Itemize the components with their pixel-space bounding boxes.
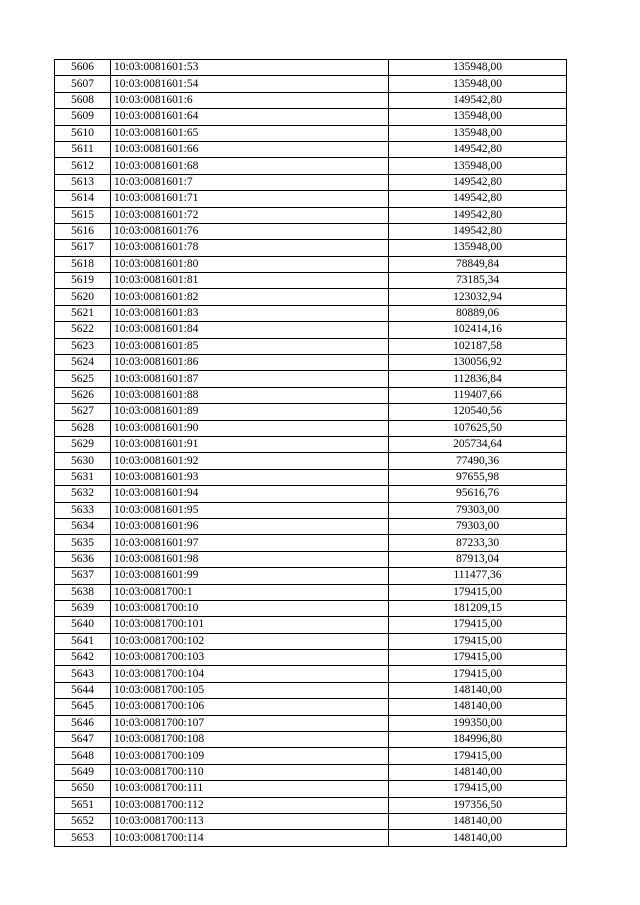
row-number: 5612	[55, 158, 111, 174]
table-row	[55, 666, 567, 682]
amount-value: 95616,76	[389, 486, 567, 502]
cadastral-number: 10:03:0081601:84	[111, 322, 389, 338]
row-number: 5632	[55, 486, 111, 502]
row-number: 5606	[55, 60, 111, 76]
amount-value: 184996,80	[389, 732, 567, 748]
row-number: 5614	[55, 191, 111, 207]
cadastral-number: 10:03:0081700:107	[111, 715, 389, 731]
table-row	[55, 404, 567, 420]
cadastral-number: 10:03:0081601:66	[111, 141, 389, 157]
cadastral-number: 10:03:0081700:113	[111, 813, 389, 829]
row-number: 5646	[55, 715, 111, 731]
row-number: 5640	[55, 617, 111, 633]
row-number: 5610	[55, 125, 111, 141]
table-row	[55, 207, 567, 223]
cadastral-number: 10:03:0081700:101	[111, 617, 389, 633]
table-row	[55, 469, 567, 485]
row-number: 5652	[55, 813, 111, 829]
table-row	[55, 109, 567, 125]
cadastral-number: 10:03:0081601:95	[111, 502, 389, 518]
amount-value: 148140,00	[389, 699, 567, 715]
cadastral-number: 10:03:0081601:96	[111, 518, 389, 534]
row-number: 5611	[55, 141, 111, 157]
cadastral-number: 10:03:0081601:83	[111, 305, 389, 321]
cadastral-number: 10:03:0081601:97	[111, 535, 389, 551]
table-row	[55, 453, 567, 469]
cadastral-number: 10:03:0081700:109	[111, 748, 389, 764]
table-row	[55, 830, 567, 846]
amount-value: 102414,16	[389, 322, 567, 338]
amount-value: 149542,80	[389, 141, 567, 157]
table-row	[55, 650, 567, 666]
amount-value: 179415,00	[389, 584, 567, 600]
cadastral-number: 10:03:0081700:1	[111, 584, 389, 600]
table-row	[55, 420, 567, 436]
amount-value: 119407,66	[389, 387, 567, 403]
cadastral-number: 10:03:0081700:104	[111, 666, 389, 682]
table-row	[55, 387, 567, 403]
amount-value: 73185,34	[389, 273, 567, 289]
cadastral-number: 10:03:0081601:64	[111, 109, 389, 125]
amount-value: 148140,00	[389, 830, 567, 846]
table-row	[55, 781, 567, 797]
data-table	[54, 59, 567, 847]
amount-value: 111477,36	[389, 568, 567, 584]
row-number: 5629	[55, 436, 111, 452]
table-row	[55, 748, 567, 764]
table-row	[55, 76, 567, 92]
cadastral-number: 10:03:0081601:99	[111, 568, 389, 584]
row-number: 5619	[55, 273, 111, 289]
amount-value: 205734,64	[389, 436, 567, 452]
table-row	[55, 813, 567, 829]
amount-value: 135948,00	[389, 109, 567, 125]
amount-value: 179415,00	[389, 748, 567, 764]
cadastral-number: 10:03:0081700:106	[111, 699, 389, 715]
cadastral-number: 10:03:0081700:10	[111, 600, 389, 616]
table-row	[55, 584, 567, 600]
cadastral-number: 10:03:0081601:94	[111, 486, 389, 502]
row-number: 5613	[55, 174, 111, 190]
row-number: 5627	[55, 404, 111, 420]
amount-value: 123032,94	[389, 289, 567, 305]
cadastral-number: 10:03:0081601:54	[111, 76, 389, 92]
row-number: 5630	[55, 453, 111, 469]
amount-value: 97655,98	[389, 469, 567, 485]
row-number: 5617	[55, 240, 111, 256]
amount-value: 179415,00	[389, 781, 567, 797]
table-body	[55, 60, 567, 847]
table-row	[55, 240, 567, 256]
amount-value: 135948,00	[389, 125, 567, 141]
cadastral-number: 10:03:0081601:85	[111, 338, 389, 354]
cadastral-number: 10:03:0081601:82	[111, 289, 389, 305]
cadastral-number: 10:03:0081700:114	[111, 830, 389, 846]
amount-value: 149542,80	[389, 92, 567, 108]
table-row	[55, 60, 567, 76]
cadastral-number: 10:03:0081700:103	[111, 650, 389, 666]
row-number: 5650	[55, 781, 111, 797]
amount-value: 149542,80	[389, 207, 567, 223]
table-row	[55, 797, 567, 813]
cadastral-number: 10:03:0081601:88	[111, 387, 389, 403]
table-row	[55, 289, 567, 305]
row-number: 5618	[55, 256, 111, 272]
cadastral-number: 10:03:0081601:68	[111, 158, 389, 174]
row-number: 5616	[55, 223, 111, 239]
cadastral-number: 10:03:0081601:81	[111, 273, 389, 289]
cadastral-number: 10:03:0081601:80	[111, 256, 389, 272]
row-number: 5644	[55, 682, 111, 698]
row-number: 5634	[55, 518, 111, 534]
row-number: 5648	[55, 748, 111, 764]
amount-value: 87233,30	[389, 535, 567, 551]
table-row	[55, 223, 567, 239]
row-number: 5608	[55, 92, 111, 108]
cadastral-number: 10:03:0081601:98	[111, 551, 389, 567]
table-row	[55, 633, 567, 649]
cadastral-number: 10:03:0081700:108	[111, 732, 389, 748]
table-row	[55, 764, 567, 780]
cadastral-number: 10:03:0081601:90	[111, 420, 389, 436]
amount-value: 148140,00	[389, 682, 567, 698]
table-row	[55, 436, 567, 452]
row-number: 5637	[55, 568, 111, 584]
row-number: 5626	[55, 387, 111, 403]
cadastral-number: 10:03:0081700:102	[111, 633, 389, 649]
table-row	[55, 551, 567, 567]
amount-value: 149542,80	[389, 191, 567, 207]
cadastral-number: 10:03:0081601:93	[111, 469, 389, 485]
amount-value: 80889,06	[389, 305, 567, 321]
amount-value: 179415,00	[389, 650, 567, 666]
amount-value: 135948,00	[389, 76, 567, 92]
amount-value: 79303,00	[389, 502, 567, 518]
amount-value: 179415,00	[389, 617, 567, 633]
table-row	[55, 125, 567, 141]
table-row	[55, 92, 567, 108]
table-row	[55, 535, 567, 551]
table-row	[55, 322, 567, 338]
row-number: 5653	[55, 830, 111, 846]
table-row	[55, 568, 567, 584]
table-row	[55, 486, 567, 502]
amount-value: 112836,84	[389, 371, 567, 387]
row-number: 5641	[55, 633, 111, 649]
cadastral-number: 10:03:0081700:111	[111, 781, 389, 797]
row-number: 5621	[55, 305, 111, 321]
table-row	[55, 502, 567, 518]
amount-value: 135948,00	[389, 60, 567, 76]
amount-value: 199350,00	[389, 715, 567, 731]
row-number: 5615	[55, 207, 111, 223]
table-row	[55, 682, 567, 698]
row-number: 5647	[55, 732, 111, 748]
amount-value: 148140,00	[389, 813, 567, 829]
row-number: 5639	[55, 600, 111, 616]
table-row	[55, 305, 567, 321]
amount-value: 149542,80	[389, 223, 567, 239]
row-number: 5628	[55, 420, 111, 436]
row-number: 5620	[55, 289, 111, 305]
table-row	[55, 273, 567, 289]
cadastral-number: 10:03:0081601:87	[111, 371, 389, 387]
amount-value: 130056,92	[389, 355, 567, 371]
table-row	[55, 338, 567, 354]
row-number: 5638	[55, 584, 111, 600]
amount-value: 135948,00	[389, 240, 567, 256]
row-number: 5635	[55, 535, 111, 551]
amount-value: 78849,84	[389, 256, 567, 272]
amount-value: 87913,04	[389, 551, 567, 567]
row-number: 5622	[55, 322, 111, 338]
amount-value: 102187,58	[389, 338, 567, 354]
amount-value: 135948,00	[389, 158, 567, 174]
cadastral-number: 10:03:0081601:6	[111, 92, 389, 108]
row-number: 5623	[55, 338, 111, 354]
table-row	[55, 518, 567, 534]
cadastral-number: 10:03:0081601:78	[111, 240, 389, 256]
amount-value: 197356,50	[389, 797, 567, 813]
amount-value: 179415,00	[389, 633, 567, 649]
table-row	[55, 617, 567, 633]
amount-value: 79303,00	[389, 518, 567, 534]
table-row	[55, 732, 567, 748]
amount-value: 149542,80	[389, 174, 567, 190]
cadastral-number: 10:03:0081700:105	[111, 682, 389, 698]
row-number: 5607	[55, 76, 111, 92]
row-number: 5645	[55, 699, 111, 715]
table-row	[55, 371, 567, 387]
row-number: 5625	[55, 371, 111, 387]
amount-value: 120540,56	[389, 404, 567, 420]
row-number: 5636	[55, 551, 111, 567]
cadastral-number: 10:03:0081601:86	[111, 355, 389, 371]
table-row	[55, 699, 567, 715]
row-number: 5649	[55, 764, 111, 780]
row-number: 5643	[55, 666, 111, 682]
amount-value: 148140,00	[389, 764, 567, 780]
amount-value: 107625,50	[389, 420, 567, 436]
cadastral-number: 10:03:0081700:112	[111, 797, 389, 813]
cadastral-number: 10:03:0081601:71	[111, 191, 389, 207]
amount-value: 179415,00	[389, 666, 567, 682]
cadastral-number: 10:03:0081601:53	[111, 60, 389, 76]
cadastral-number: 10:03:0081601:76	[111, 223, 389, 239]
cadastral-number: 10:03:0081700:110	[111, 764, 389, 780]
cadastral-number: 10:03:0081601:72	[111, 207, 389, 223]
table-row	[55, 191, 567, 207]
cadastral-number: 10:03:0081601:65	[111, 125, 389, 141]
table-row	[55, 256, 567, 272]
cadastral-number: 10:03:0081601:7	[111, 174, 389, 190]
table-row	[55, 174, 567, 190]
row-number: 5631	[55, 469, 111, 485]
table-row	[55, 715, 567, 731]
table-row	[55, 600, 567, 616]
amount-value: 77490,36	[389, 453, 567, 469]
cadastral-number: 10:03:0081601:89	[111, 404, 389, 420]
amount-value: 181209,15	[389, 600, 567, 616]
cadastral-number: 10:03:0081601:91	[111, 436, 389, 452]
row-number: 5624	[55, 355, 111, 371]
row-number: 5633	[55, 502, 111, 518]
table-row	[55, 355, 567, 371]
table-row	[55, 158, 567, 174]
row-number: 5642	[55, 650, 111, 666]
row-number: 5651	[55, 797, 111, 813]
cadastral-number: 10:03:0081601:92	[111, 453, 389, 469]
table-row	[55, 141, 567, 157]
row-number: 5609	[55, 109, 111, 125]
